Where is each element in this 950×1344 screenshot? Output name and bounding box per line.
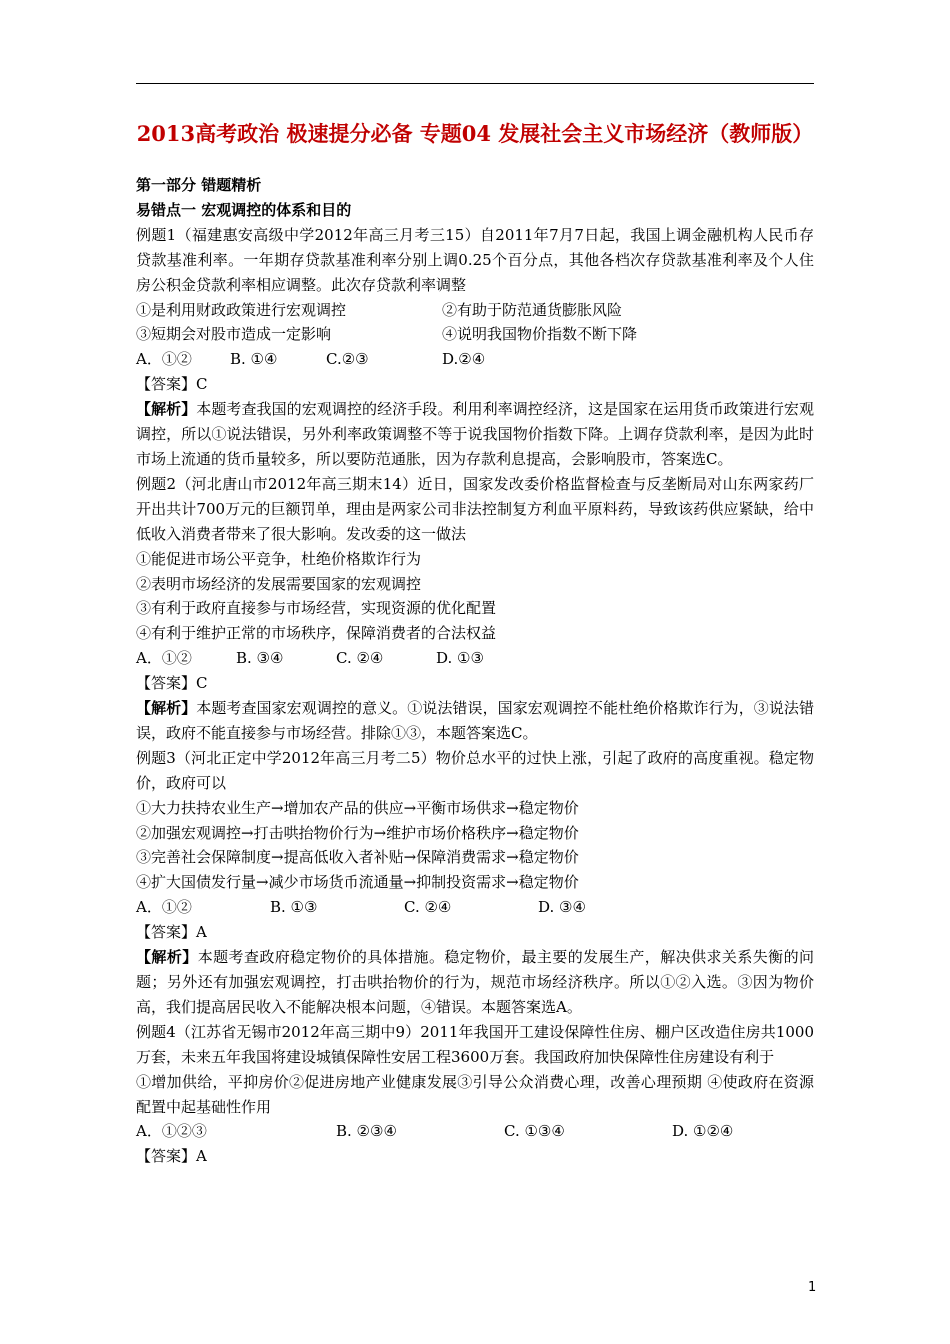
q3-item-2: ②加强宏观调控→打击哄抬物价行为→维护市场价格秩序→稳定物价 (136, 823, 579, 842)
document-body (136, 173, 814, 1169)
q3-analysis-label: 【解析】 (136, 948, 198, 967)
q1-analysis-text: 本题考查我国的宏观调控的经济手段。利用利率调控经济，这是国家在运用货币政策进行宏观调控，所以①说法错误，另外利率政策调整不等于说我国物价指数下降。上调存贷款利率，是因为此时市场上流通的货币量较多，所以要防范通胀，因为存款利息提高，会影响股市，答案选C。 (136, 400, 814, 468)
q4-items: ①增加供给，平抑房价②促进房地产业健康发展③引导公众消费心理，改善心理预期 ④使政府在资源配置中起基础性作用 (136, 1072, 814, 1116)
q2-choice-c: C. ②④ (336, 649, 384, 668)
q2-item-1: ①能促进市场公平竞争，杜绝价格欺诈行为 (136, 549, 422, 568)
q1-items-row-2 (136, 322, 814, 347)
q2-choice-b: B. ③④ (236, 649, 284, 668)
q4-choices (136, 1119, 814, 1144)
q3-stem: 例题3（河北正定中学2012年高三月考二5）物价总水平的过快上涨，引起了政府的高度重视。稳定物价，政府可以 (136, 748, 814, 792)
q1-choice-d: D.②④ (442, 350, 486, 369)
q3-choices (136, 895, 814, 920)
q1-choices (136, 347, 814, 372)
q2-item-4: ④有利于维护正常的市场秩序，保障消费者的合法权益 (136, 624, 497, 643)
q3-choice-a: A．①② (136, 898, 192, 917)
q3-item-3: ③完善社会保障制度→提高低收入者补贴→保障消费需求→稳定物价 (136, 848, 579, 867)
q4-choice-c: C. ①③④ (504, 1122, 565, 1141)
q2-item-2: ②表明市场经济的发展需要国家的宏观调控 (136, 574, 422, 593)
q3-analysis (136, 945, 814, 1020)
q4-choice-d: D. ①②④ (672, 1122, 734, 1141)
q1-analysis-label: 【解析】 (136, 400, 197, 419)
q1-items-row-1 (136, 298, 814, 323)
q1-choice-b: B. ①④ (230, 350, 278, 369)
q3-answer: 【答案】A (136, 923, 207, 942)
q3-item-1: ①大力扶持农业生产→增加农产品的供应→平衡市场供求→稳定物价 (136, 798, 579, 817)
q4-answer: 【答案】A (136, 1147, 207, 1166)
q2-choice-d: D. ①③ (436, 649, 484, 668)
q1-choice-a: A．①② (136, 350, 192, 369)
q1-item-4: ④说明我国物价指数不断下降 (442, 325, 638, 344)
part-heading: 第一部分 错题精析 (136, 176, 262, 194)
q2-choices (136, 646, 814, 671)
point-heading: 易错点一 宏观调控的体系和目的 (136, 200, 352, 219)
q1-item-3: ③短期会对股市造成一定影响 (136, 325, 332, 344)
q1-item-2: ②有助于防范通货膨胀风险 (442, 300, 623, 319)
q2-choice-a: A．①② (136, 649, 192, 668)
q4-stem: 例题4（江苏省无锡市2012年高三期中9）2011年我国开工建设保障性住房、棚户区改造住房共1000万套，未来五年我国将建设城镇保障性安居工程3600万套。我国政府加快保障性住房建设有利于 (136, 1022, 814, 1066)
q2-analysis-label: 【解析】 (136, 699, 197, 718)
q1-item-1: ①是利用财政政策进行宏观调控 (136, 300, 347, 319)
q4-choice-b: B. ②③④ (336, 1122, 397, 1141)
q1-choice-c: C.②③ (326, 350, 369, 369)
q2-analysis-text: 本题考查国家宏观调控的意义。①说法错误，国家宏观调控不能杜绝价格欺诈行为，③说法错误，政府不能直接参与市场经营。排除①③，本题答案选C。 (136, 699, 814, 742)
q2-stem: 例题2（河北唐山市2012年高三期末14）近日，国家发改委价格监督检查与反垄断局对山东两家药厂开出共计700万元的巨额罚单，理由是两家公司非法控制复方利血平原料药，导致该药供应紧缺，给中低收入消费者带来了很大影响。发改委的这一做法 (136, 474, 814, 543)
header-rule (136, 83, 814, 84)
q3-choice-c: C. ②④ (404, 898, 452, 917)
q4-choice-a: A．①②③ (136, 1122, 207, 1141)
document-title: 2013高考政治 极速提分必备 专题04 发展社会主义市场经济（教师版） (136, 121, 814, 146)
q1-answer: 【答案】C (136, 375, 208, 394)
q3-analysis-text: 本题考查政府稳定物价的具体措施。稳定物价，最主要的发展生产，解决供求关系失衡的问题；另外还有加强宏观调控，打击哄抬物价的行为，规范市场经济秩序。所以①②入选。③因为物价高，我们提高居民收入不能解决根本问题，④错误。本题答案选A。 (136, 948, 814, 1016)
q3-choice-d: D. ③④ (538, 898, 586, 917)
page-number: 1 (808, 1280, 817, 1295)
q2-answer: 【答案】C (136, 674, 208, 693)
q3-item-4: ④扩大国债发行量→减少市场货币流通量→抑制投资需求→稳定物价 (136, 873, 579, 892)
q2-item-3: ③有利于政府直接参与市场经营，实现资源的优化配置 (136, 599, 497, 618)
q3-choice-b: B. ①③ (270, 898, 318, 917)
q1-analysis (136, 397, 814, 472)
q1-stem: 例题1（福建惠安高级中学2012年高三月考三15）自2011年7月7日起，我国上调金融机构人民币存贷款基准利率。一年期存贷款基准利率分别上调0.25个百分点，其他各档次存贷款基准利率及个人住房公积金贷款利率相应调整。此次存贷款利率调整 (136, 225, 814, 294)
q2-analysis (136, 696, 814, 746)
